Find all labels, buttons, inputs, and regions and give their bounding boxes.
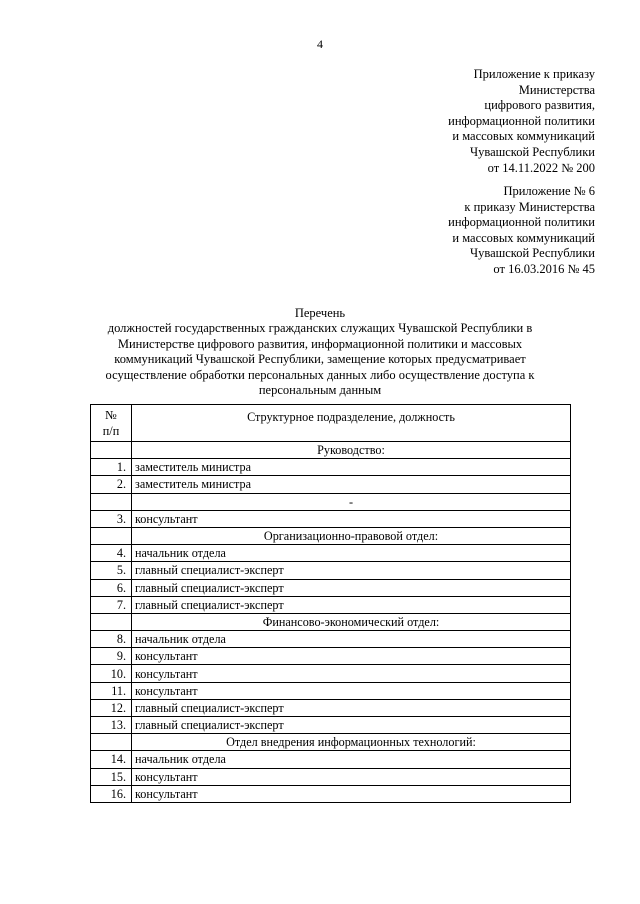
position-title: главный специалист-эксперт	[132, 717, 571, 734]
title-line: коммуникаций Чувашской Республики, замещение которых предусматривает	[114, 352, 526, 367]
table-row	[91, 562, 571, 579]
table-row	[91, 717, 571, 734]
table-row	[91, 579, 571, 596]
section-title: Финансово-экономический отдел:	[132, 613, 571, 630]
section-row	[91, 493, 571, 510]
row-number: 13.	[91, 717, 132, 734]
positions-table	[90, 404, 571, 803]
table-row	[91, 648, 571, 665]
section-row	[91, 613, 571, 630]
section-number-cell	[91, 493, 132, 510]
section-number-cell	[91, 613, 132, 630]
table-row	[91, 699, 571, 716]
table-row	[91, 459, 571, 476]
table-row	[91, 751, 571, 768]
header-title-cell: Структурное подразделение, должность	[132, 405, 571, 442]
appendix-order-line: от 14.11.2022 № 200	[487, 160, 595, 175]
appendix-six-line: к приказу Министерства	[464, 199, 595, 214]
section-number-cell	[91, 442, 132, 459]
section-title: Отдел внедрения информационных технологий:	[132, 734, 571, 751]
table-row	[91, 768, 571, 785]
table-row	[91, 545, 571, 562]
appendix-order-line: цифрового развития,	[484, 98, 595, 113]
row-number: 12.	[91, 699, 132, 716]
appendix-six-line: Приложение № 6	[503, 184, 595, 198]
row-number: 9.	[91, 648, 132, 665]
position-title: начальник отдела	[132, 751, 571, 768]
row-number: 2.	[91, 476, 132, 493]
position-title: консультант	[132, 648, 571, 665]
row-number: 4.	[91, 545, 132, 562]
appendix-six-line: от 16.03.2016 № 45	[493, 261, 595, 276]
table-row	[91, 631, 571, 648]
position-title: заместитель министра	[132, 459, 571, 476]
table-row	[91, 596, 571, 613]
position-title: главный специалист-эксперт	[132, 562, 571, 579]
position-title: консультант	[132, 785, 571, 802]
table-row	[91, 510, 571, 527]
appendix-six-line: и массовых коммуникаций	[452, 230, 595, 245]
position-title: заместитель министра	[132, 476, 571, 493]
title-line: должностей государственных гражданских служащих Чувашской Республики в	[107, 321, 533, 336]
row-number: 16.	[91, 785, 132, 802]
appendix-order-line: и массовых коммуникаций	[452, 129, 595, 144]
table-row	[91, 476, 571, 493]
appendix-order-block	[448, 67, 595, 176]
position-title: главный специалист-эксперт	[132, 699, 571, 716]
appendix-order-line: Министерства	[518, 82, 595, 97]
position-title: консультант	[132, 682, 571, 699]
table-header-row	[91, 405, 571, 442]
section-row	[91, 734, 571, 751]
row-number: 7.	[91, 596, 132, 613]
appendix-six-line: информационной политики	[448, 215, 595, 230]
section-title: Организационно-правовой отдел:	[132, 527, 571, 544]
appendix-six-line: Чувашской Республики	[469, 246, 595, 261]
appendix-six-block	[448, 184, 595, 278]
position-title: главный специалист-эксперт	[132, 596, 571, 613]
section-number-cell	[91, 734, 132, 751]
row-number: 3.	[91, 510, 132, 527]
appendix-order-line: Чувашской Республики	[469, 144, 595, 159]
document-title	[100, 306, 540, 398]
row-number: 14.	[91, 751, 132, 768]
position-title: консультант	[132, 768, 571, 785]
table-row	[91, 785, 571, 802]
position-title: начальник отдела	[132, 631, 571, 648]
position-title: начальник отдела	[132, 545, 571, 562]
header-number-cell	[91, 405, 132, 442]
appendix-order-line: Приложение к приказу	[473, 67, 595, 81]
header-number-abbr: п/п	[102, 424, 120, 438]
section-row	[91, 527, 571, 544]
position-title: консультант	[132, 665, 571, 682]
row-number: 1.	[91, 459, 132, 476]
row-number: 8.	[91, 631, 132, 648]
header-number-sign: №	[105, 408, 117, 422]
row-number: 15.	[91, 768, 132, 785]
appendix-order-line: информационной политики	[448, 113, 595, 128]
title-line: осуществление обработки персональных данных либо осуществление доступа к	[105, 367, 535, 382]
section-number-cell	[91, 527, 132, 544]
row-number: 10.	[91, 665, 132, 682]
section-title: -	[132, 493, 571, 510]
title-line: персональным данным	[258, 383, 382, 398]
section-row	[91, 442, 571, 459]
row-number: 6.	[91, 579, 132, 596]
table-row	[91, 682, 571, 699]
row-number: 5.	[91, 562, 132, 579]
table-row	[91, 665, 571, 682]
title-line: Перечень	[294, 306, 346, 320]
section-title: Руководство:	[132, 442, 571, 459]
position-title: консультант	[132, 510, 571, 527]
position-title: главный специалист-эксперт	[132, 579, 571, 596]
page-number: 4	[317, 37, 323, 51]
title-line: Министерстве цифрового развития, информационной политики и массовых	[117, 336, 523, 351]
row-number: 11.	[91, 682, 132, 699]
